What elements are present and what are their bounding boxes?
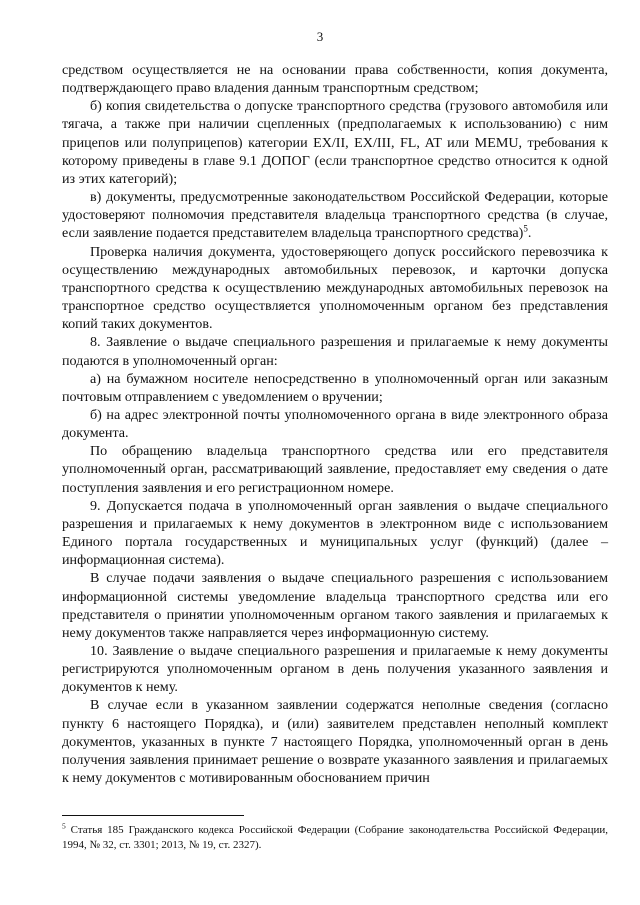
page-number: 3 <box>316 29 324 44</box>
paragraph: 9. Допускается подача в уполномоченный орган заявления о выдаче специального разрешения и прилагаемых к нему документов в электронном виде с использованием Единого портала государственных и муниципальных услуг (функций) (далее – информационная система). <box>62 497 608 569</box>
footnote-reference: 5 <box>523 223 528 234</box>
paragraph: б) на адрес электронной почты уполномоченного органа в виде электронного образа документа. <box>62 406 608 442</box>
paragraph: 8. Заявление о выдаче специального разрешения и прилагаемые к нему документы подаются в уполномоченный орган: <box>62 334 608 369</box>
paragraph: 10. Заявление о выдаче специального разрешения и прилагаемые к нему документы регистрируются уполномоченным органом в день получения указанного заявления и документов к нему. <box>62 643 608 696</box>
paragraph <box>62 188 608 242</box>
footnote-text: Статья 185 Гражданского кодекса Российской Федерации (Собрание законодательства Российской Федерации, 1994, № 32, ст. 3301; 2013, № 19, ст. 2327). <box>62 824 608 851</box>
paragraph: По обращению владельца транспортного средства или его представителя уполномоченный орган, рассматривающий заявление, предоставляет ему сведения о дате поступления заявления и его регистрационном номере. <box>62 443 608 496</box>
footnote-mark: 5 <box>62 821 66 831</box>
footnote <box>62 823 608 852</box>
paragraph-end: . <box>527 225 532 242</box>
footnote-separator <box>62 815 244 816</box>
paragraph: б) копия свидетельства о допуске транспортного средства (грузового автомобиля или тягача, а также при наличии сцепленных (предполагаемых к использованию) с ним прицепов или полуприцепов) категории EX/II, EX/III, FL, AT или MEMU, требования к которому приведены в главе 9.1 ДОПОГ (если транспортное средство относится к одной из этих категорий); <box>62 98 608 187</box>
paragraph-text: в) документы, предусмотренные законодательством Российской Федерации, которые удостоверяют полномочия представителя владельца транспортного средства (в случае, если заявление подается представителем владельца транспортного средства) <box>62 189 608 242</box>
paragraph: средством осуществляется не на основании права собственности, копия документа, подтверждающего право владения данным транспортным средством; <box>62 62 608 97</box>
paragraph: В случае подачи заявления о выдаче специального разрешения с использованием информационной системы уведомление владельца транспортного средства или его представителя о принятии уполномоченным органом такого заявления и прилагаемых к нему документов также направляется через информационную систему. <box>62 570 608 641</box>
paragraph: В случае если в указанном заявлении содержатся неполные сведения (согласно пункту 6 настоящего Порядка), и (или) заявителем представлен неполный комплект документов, указанных в пункте 7 настоящего Порядка, уполномоченный орган в день получения заявления принимает решение о возврате указанного заявления и прилагаемых к нему документов с мотивированным обоснованием причин <box>62 697 608 787</box>
paragraph: а) на бумажном носителе непосредственно в уполномоченный орган или заказным почтовым отправлением с уведомлением о вручении; <box>62 370 608 405</box>
body-text <box>62 61 608 787</box>
paragraph: Проверка наличия документа, удостоверяющего допуск российского перевозчика к осуществлению международных автомобильных перевозок, и карточки допуска транспортного средства к осуществлению международных автомобильных перевозок на транспортное средство осуществляется уполномоченным органом без представления копий таких документов. <box>62 243 608 333</box>
